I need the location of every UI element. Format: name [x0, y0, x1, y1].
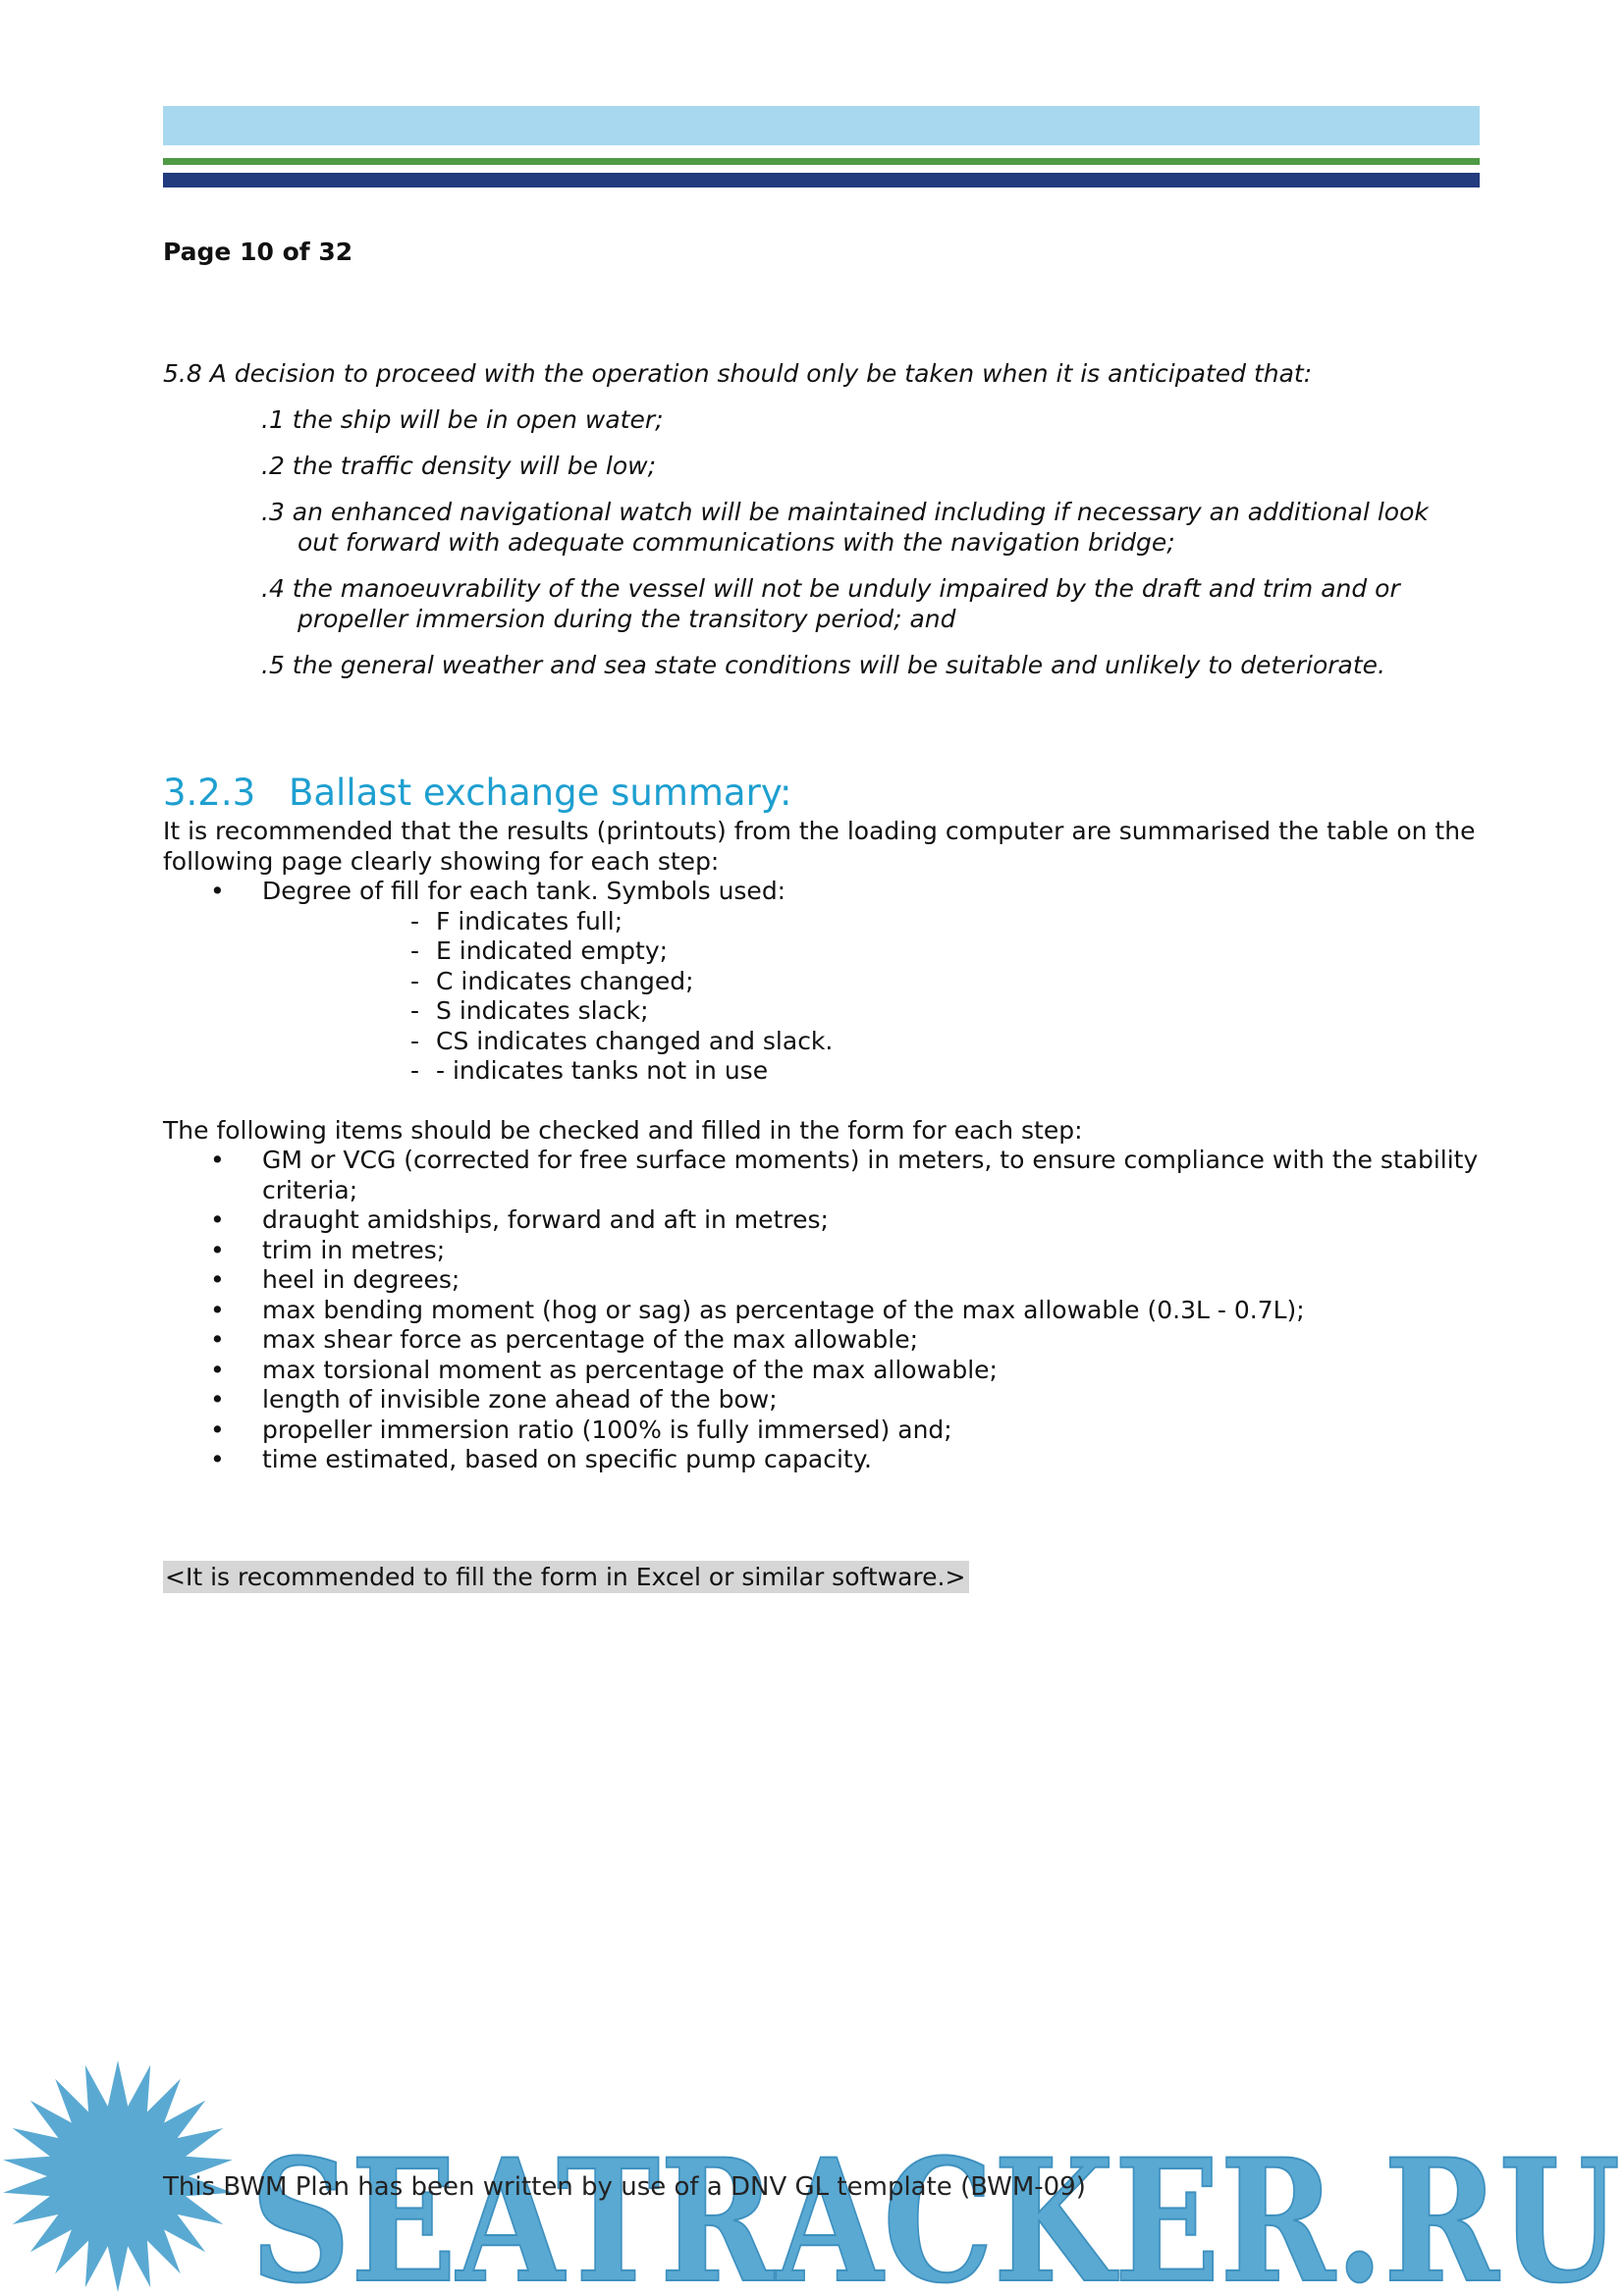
highlight-note: <It is recommended to fill the form in Excel or similar software.> — [163, 1561, 969, 1593]
condition-item: .2 the traffic density will be low; — [261, 452, 657, 480]
fill-item — [163, 877, 1484, 1087]
check-item: • length of invisible zone ahead of the bow; — [163, 1385, 1484, 1415]
symbols-list — [262, 907, 1484, 1087]
check-intro: The following items should be checked and filled in the form for each step: — [163, 1115, 1083, 1145]
condition-item: .5 the general weather and sea state conditions will be suitable and unlikely to deteriorate. — [261, 651, 1385, 679]
check-item: • max shear force as percentage of the max allowable; — [163, 1325, 1484, 1356]
condition-item: .3 an enhanced navigational watch will be maintained including if necessary an additional look out forward with adequate communications with the navigation bridge; — [261, 498, 1429, 557]
symbol-item: - E indicated empty; — [262, 936, 1484, 967]
section-title: Ballast exchange summary: — [289, 772, 792, 814]
fill-list — [163, 877, 1484, 1087]
section-heading — [163, 772, 792, 814]
symbol-item: - CS indicates changed and slack. — [262, 1027, 1484, 1057]
symbol-item: - F indicates full; — [262, 907, 1484, 937]
conditions-list — [261, 404, 1469, 696]
watermark-text: SEATRACKER.RU — [250, 2121, 1620, 2296]
header-band-blue — [163, 173, 1480, 187]
check-item: • GM or VCG (corrected for free surface moments) in meters, to ensure compliance with the stability criteria; — [163, 1146, 1484, 1205]
section-body — [163, 817, 1484, 1475]
check-item: • time estimated, based on specific pump capacity. — [163, 1445, 1484, 1475]
check-item: • draught amidships, forward and aft in metres; — [163, 1205, 1484, 1236]
header-band-green — [163, 158, 1480, 165]
paragraph-gap — [163, 1087, 1484, 1116]
check-item: • heel in degrees; — [163, 1265, 1484, 1296]
symbol-item: - - indicates tanks not in use — [262, 1056, 1484, 1087]
symbol-item: - S indicates slack; — [262, 996, 1484, 1027]
check-item: • max torsional moment as percentage of the max allowable; — [163, 1356, 1484, 1386]
footer-text: This BWM Plan has been written by use of a DNV GL template (BWM-09) — [163, 2172, 1086, 2202]
page-number: Page 10 of 32 — [163, 238, 353, 266]
condition-item: .1 the ship will be in open water; — [261, 405, 664, 434]
section-number: 3.2.3 — [163, 772, 256, 814]
intro-paragraph: 5.8 A decision to proceed with the operation should only be taken when it is anticipated that: — [163, 359, 1313, 388]
fill-item-text: Degree of fill for each tank. Symbols used: — [262, 877, 786, 905]
header-band-light — [163, 106, 1480, 145]
check-item: • propeller immersion ratio (100% is fully immersed) and; — [163, 1415, 1484, 1446]
check-item: • max bending moment (hog or sag) as percentage of the max allowable (0.3L - 0.7L); — [163, 1296, 1484, 1326]
check-list — [163, 1146, 1484, 1475]
symbol-item: - C indicates changed; — [262, 967, 1484, 997]
check-item: • trim in metres; — [163, 1236, 1484, 1266]
condition-item: .4 the manoeuvrability of the vessel will not be unduly impaired by the draft and trim and or propeller immersion during the transitory period; and — [261, 574, 1400, 633]
summary-intro: It is recommended that the results (printouts) from the loading computer are summarised the table on the following page clearly showing for each step: — [163, 817, 1476, 876]
